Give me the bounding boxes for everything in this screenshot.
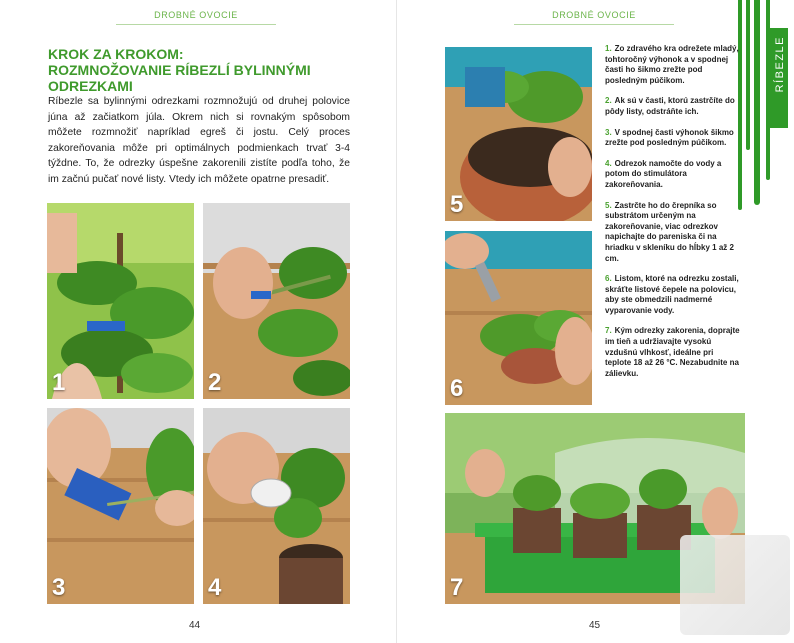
right-running-rule (514, 24, 674, 25)
photo-1-number: 1 (52, 369, 66, 396)
side-bar-2 (746, 0, 750, 150)
photo-2-number: 2 (208, 369, 222, 396)
step-5: 5. Zastrčte ho do črepníka so substrátom určeným na zakoreňovanie, viac odrezkov napichajte do pareniska či na hriadku v skleníku do hĺbky 1 až 2 cm. (605, 200, 734, 263)
intro-paragraph: Ríbezle sa bylinnými odrezkami rozmnožujú od druhej polovice júna až začiatkom júla. Okrem nich si rovnakým spôsobom môžete rozmnožiť napríklad egreš či jostu. Celý proces zakoreňovania môže pri optimálnych podmienkach trvať 3-4 týždne. To, že odrezky úspešne zakorenili zistíte podľa toho, že im začnú pučať nové listy. Vtedy ich môžete opatrne presadiť. (48, 96, 350, 185)
photo-6-number: 6 (450, 375, 464, 402)
step-3: 3. V spodnej časti výhonok šikmo zrežte pod posledným púčikom. (605, 127, 734, 148)
page-title (48, 46, 368, 94)
steps-list (605, 44, 740, 389)
left-running-head: DROBNÉ OVOCIE (154, 10, 238, 20)
side-bar-3 (754, 0, 760, 205)
left-running-rule (116, 24, 276, 25)
photo-7-number: 7 (450, 574, 464, 601)
step-4: 4. Odrezok namočte do vody a potom do stimulátora zakoreňovania. (605, 158, 722, 189)
photo-3 (47, 408, 194, 604)
step-2: 2. Ak sú v časti, ktorú zastrčíte do pôdy listy, odstráňte ich. (605, 96, 735, 116)
side-tab-label: RÍBEZLE (774, 36, 786, 93)
photo-1 (47, 203, 194, 399)
watermark-overlay (680, 535, 790, 635)
step-6: 6. Listom, ktoré na odrezku zostali, skráťte listové čepele na polovicu, aby ste obmedzili nadmerné vyparovanie vody. (605, 274, 739, 315)
step-1: 1. Zo zdravého kra odrežete mladý, tohtoročný výhonok a v spodnej časti ho šikmo zrežte pod posledným púčikom. (605, 44, 739, 85)
photo-1-image (47, 203, 194, 399)
photo-4-number: 4 (208, 574, 222, 601)
photo-4-image (203, 408, 350, 604)
photo-3-image (47, 408, 194, 604)
photo-2 (203, 203, 350, 399)
photo-3-number: 3 (52, 574, 66, 601)
left-folio: 44 (189, 620, 201, 631)
right-folio: 45 (589, 620, 601, 631)
photo-6 (445, 231, 592, 405)
photo-6-image (445, 231, 592, 405)
photo-2-image (203, 203, 350, 399)
photo-4 (203, 408, 350, 604)
title-line-1: KROK ZA KROKOM: (48, 46, 184, 62)
step-7: 7. Kým odrezky zakorenia, doprajte im tieň a udržiavajte vysokú vzdušnú vlhkosť, ideálne pri teplote 18 až 26 °C. Nezabudnite na zálievku. (605, 326, 740, 378)
photo-5 (445, 47, 592, 221)
right-running-head: DROBNÉ OVOCIE (552, 10, 636, 20)
title-line-2: ROZMNOŽOVANIE RÍBEZLÍ BYLINNÝMI ODREZKAMI (48, 62, 311, 94)
photo-5-image (445, 47, 592, 221)
photo-5-number: 5 (450, 191, 464, 218)
